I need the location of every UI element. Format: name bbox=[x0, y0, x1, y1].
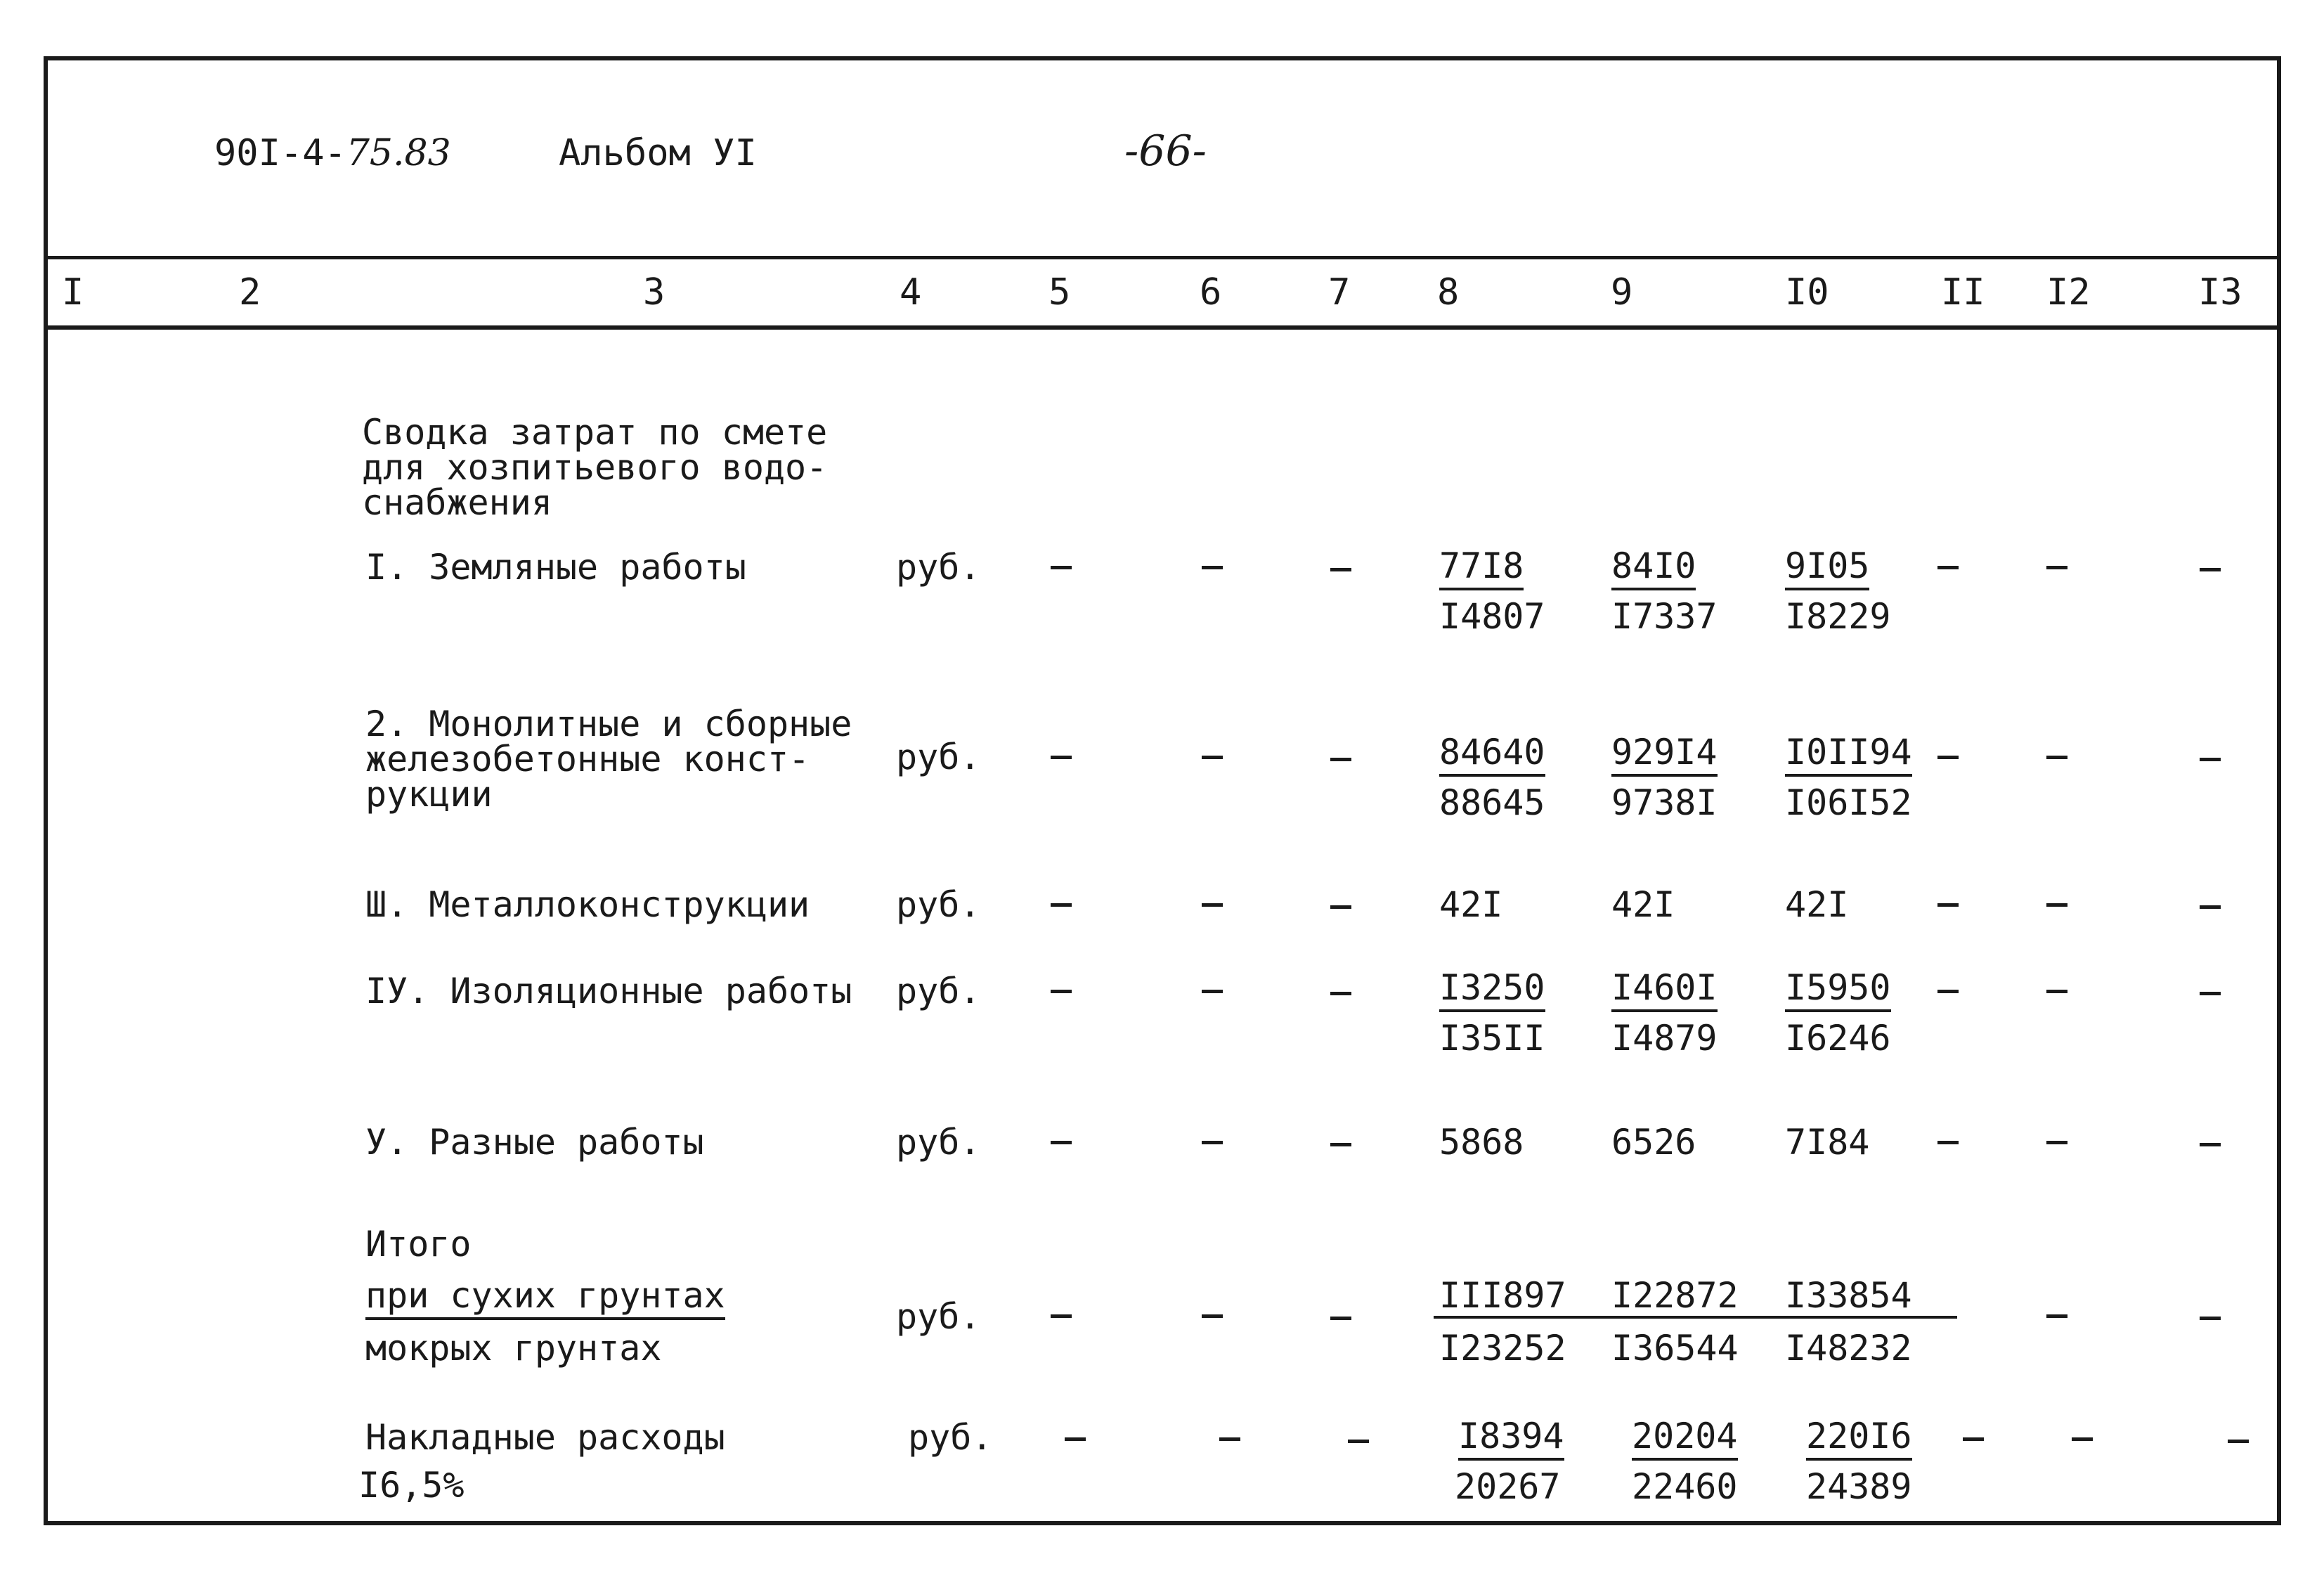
empty-dash bbox=[1051, 756, 1072, 759]
value: 7I84 bbox=[1785, 1122, 1870, 1163]
empty-dash bbox=[1963, 1437, 1984, 1441]
table-top-rule bbox=[44, 256, 2281, 259]
row-unit: руб. bbox=[896, 1122, 981, 1163]
empty-dash bbox=[2200, 1143, 2221, 1146]
value-numerator: 77I8 bbox=[1439, 548, 1524, 590]
empty-dash bbox=[2046, 566, 2067, 569]
row-label: I. Земляные работы bbox=[365, 547, 746, 588]
value: 5868 bbox=[1439, 1122, 1524, 1163]
row-label: 2. Монолитные и сборные bbox=[365, 704, 852, 744]
empty-dash bbox=[2046, 1314, 2067, 1318]
empty-dash bbox=[1937, 990, 1959, 993]
column-header: 8 bbox=[1437, 271, 1460, 313]
empty-dash bbox=[1202, 756, 1223, 759]
column-header: 5 bbox=[1049, 271, 1071, 313]
value-denominator: I36544 bbox=[1611, 1328, 1739, 1369]
empty-dash bbox=[1202, 903, 1223, 907]
column-header: 7 bbox=[1328, 271, 1351, 313]
empty-dash bbox=[1348, 1440, 1369, 1443]
empty-dash bbox=[1051, 903, 1072, 907]
value-numerator: 9I05 bbox=[1785, 548, 1869, 590]
row-unit: руб. bbox=[896, 737, 981, 777]
column-header: 2 bbox=[239, 271, 261, 313]
value-numerator: 929I4 bbox=[1611, 735, 1718, 777]
value-numerator: I0II94 bbox=[1785, 735, 1912, 777]
column-header: I2 bbox=[2046, 271, 2091, 313]
section-title-line: Сводка затрат по смете bbox=[362, 412, 828, 453]
column-header: I0 bbox=[1785, 271, 1829, 313]
value-denominator: I06I52 bbox=[1785, 782, 1912, 823]
empty-dash bbox=[1937, 756, 1959, 759]
value-denominator: 88645 bbox=[1439, 782, 1545, 823]
value-numerator: I5950 bbox=[1785, 970, 1891, 1012]
value-numerator: I33854 bbox=[1785, 1275, 1912, 1316]
section-title-line: для хозпитьевого водо- bbox=[362, 447, 828, 488]
empty-dash bbox=[1051, 990, 1072, 993]
value-denominator: 20267 bbox=[1455, 1466, 1561, 1507]
empty-dash bbox=[1202, 1314, 1223, 1318]
empty-dash bbox=[2046, 990, 2067, 993]
empty-dash bbox=[1202, 990, 1223, 993]
empty-dash bbox=[2228, 1440, 2249, 1443]
value-denominator: I4807 bbox=[1439, 596, 1545, 637]
value-numerator: 84I0 bbox=[1611, 548, 1696, 590]
row-unit: руб. bbox=[908, 1417, 993, 1458]
row-unit: руб. bbox=[896, 971, 981, 1011]
value: 42I bbox=[1439, 884, 1503, 925]
value-numerator: I3250 bbox=[1439, 970, 1545, 1012]
empty-dash bbox=[1330, 992, 1351, 995]
row-unit: руб. bbox=[896, 547, 981, 588]
value-denominator: 24389 bbox=[1806, 1466, 1912, 1507]
table-header-rule bbox=[44, 325, 2281, 330]
value: 42I bbox=[1611, 884, 1675, 925]
row-unit: руб. bbox=[896, 1296, 981, 1337]
empty-dash bbox=[1330, 905, 1351, 909]
value-numerator: I8394 bbox=[1458, 1418, 1564, 1461]
empty-dash bbox=[2046, 756, 2067, 759]
empty-dash bbox=[1937, 566, 1959, 569]
value-denominator: I4879 bbox=[1611, 1018, 1718, 1059]
totals-fraction-rule bbox=[1434, 1316, 1957, 1319]
value-denominator: I8229 bbox=[1785, 596, 1891, 637]
empty-dash bbox=[1937, 903, 1959, 907]
value-denominator: I7337 bbox=[1611, 596, 1718, 637]
empty-dash bbox=[1330, 1143, 1351, 1146]
value-numerator: 20204 bbox=[1632, 1418, 1738, 1461]
empty-dash bbox=[2200, 1317, 2221, 1320]
column-header: I bbox=[62, 271, 84, 313]
row-label: железобетонные конст- bbox=[365, 739, 810, 780]
row-unit: руб. bbox=[896, 884, 981, 925]
empty-dash bbox=[2046, 903, 2067, 907]
row-label: IУ. Изоляционные работы bbox=[365, 971, 852, 1011]
totals-wet-label: мокрых грунтах bbox=[365, 1328, 662, 1369]
column-header: I3 bbox=[2198, 271, 2242, 313]
value-denominator: 9738I bbox=[1611, 782, 1718, 823]
column-header: II bbox=[1941, 271, 1985, 313]
totals-label: Итого bbox=[365, 1224, 472, 1265]
row-label: рукции bbox=[365, 774, 493, 815]
column-header: 3 bbox=[643, 271, 666, 313]
column-header: 9 bbox=[1611, 271, 1633, 313]
page-number: -66- bbox=[1124, 127, 1207, 176]
document-code: 90I-4-75.83 bbox=[214, 132, 451, 174]
empty-dash bbox=[1937, 1141, 1959, 1144]
empty-dash bbox=[2072, 1437, 2093, 1441]
empty-dash bbox=[2200, 758, 2221, 761]
column-header: 4 bbox=[900, 271, 922, 313]
column-header: 6 bbox=[1200, 271, 1222, 313]
empty-dash bbox=[1330, 1317, 1351, 1320]
value-denominator: I48232 bbox=[1785, 1328, 1912, 1369]
empty-dash bbox=[2200, 992, 2221, 995]
section-title-line: снабжения bbox=[362, 482, 552, 523]
value: 42I bbox=[1785, 884, 1849, 925]
empty-dash bbox=[1051, 1141, 1072, 1144]
totals-dry-label: при сухих грунтах bbox=[365, 1278, 725, 1320]
value-numerator: III897 bbox=[1439, 1275, 1566, 1316]
overhead-label: Накладные расходы bbox=[365, 1417, 725, 1458]
value-denominator: I35II bbox=[1439, 1018, 1545, 1059]
value-numerator: I460I bbox=[1611, 970, 1718, 1012]
empty-dash bbox=[1219, 1437, 1240, 1441]
empty-dash bbox=[1330, 568, 1351, 571]
album-label: Альбом УI bbox=[559, 132, 757, 174]
empty-dash bbox=[1051, 566, 1072, 569]
empty-dash bbox=[2046, 1141, 2067, 1144]
value-denominator: 22460 bbox=[1632, 1466, 1738, 1507]
overhead-rate: I6,5% bbox=[358, 1465, 465, 1506]
value-denominator: I6246 bbox=[1785, 1018, 1891, 1059]
row-label: У. Разные работы bbox=[365, 1122, 704, 1163]
empty-dash bbox=[1330, 758, 1351, 761]
row-label: Ш. Металлоконструкции bbox=[365, 884, 810, 925]
empty-dash bbox=[1051, 1314, 1072, 1318]
empty-dash bbox=[2200, 568, 2221, 571]
value-denominator: I23252 bbox=[1439, 1328, 1566, 1369]
empty-dash bbox=[1202, 566, 1223, 569]
value: 6526 bbox=[1611, 1122, 1696, 1163]
value-numerator: I22872 bbox=[1611, 1275, 1739, 1316]
empty-dash bbox=[1202, 1141, 1223, 1144]
value-numerator: 84640 bbox=[1439, 735, 1545, 777]
empty-dash bbox=[1065, 1437, 1086, 1441]
empty-dash bbox=[2200, 905, 2221, 909]
value-numerator: 220I6 bbox=[1806, 1418, 1912, 1461]
